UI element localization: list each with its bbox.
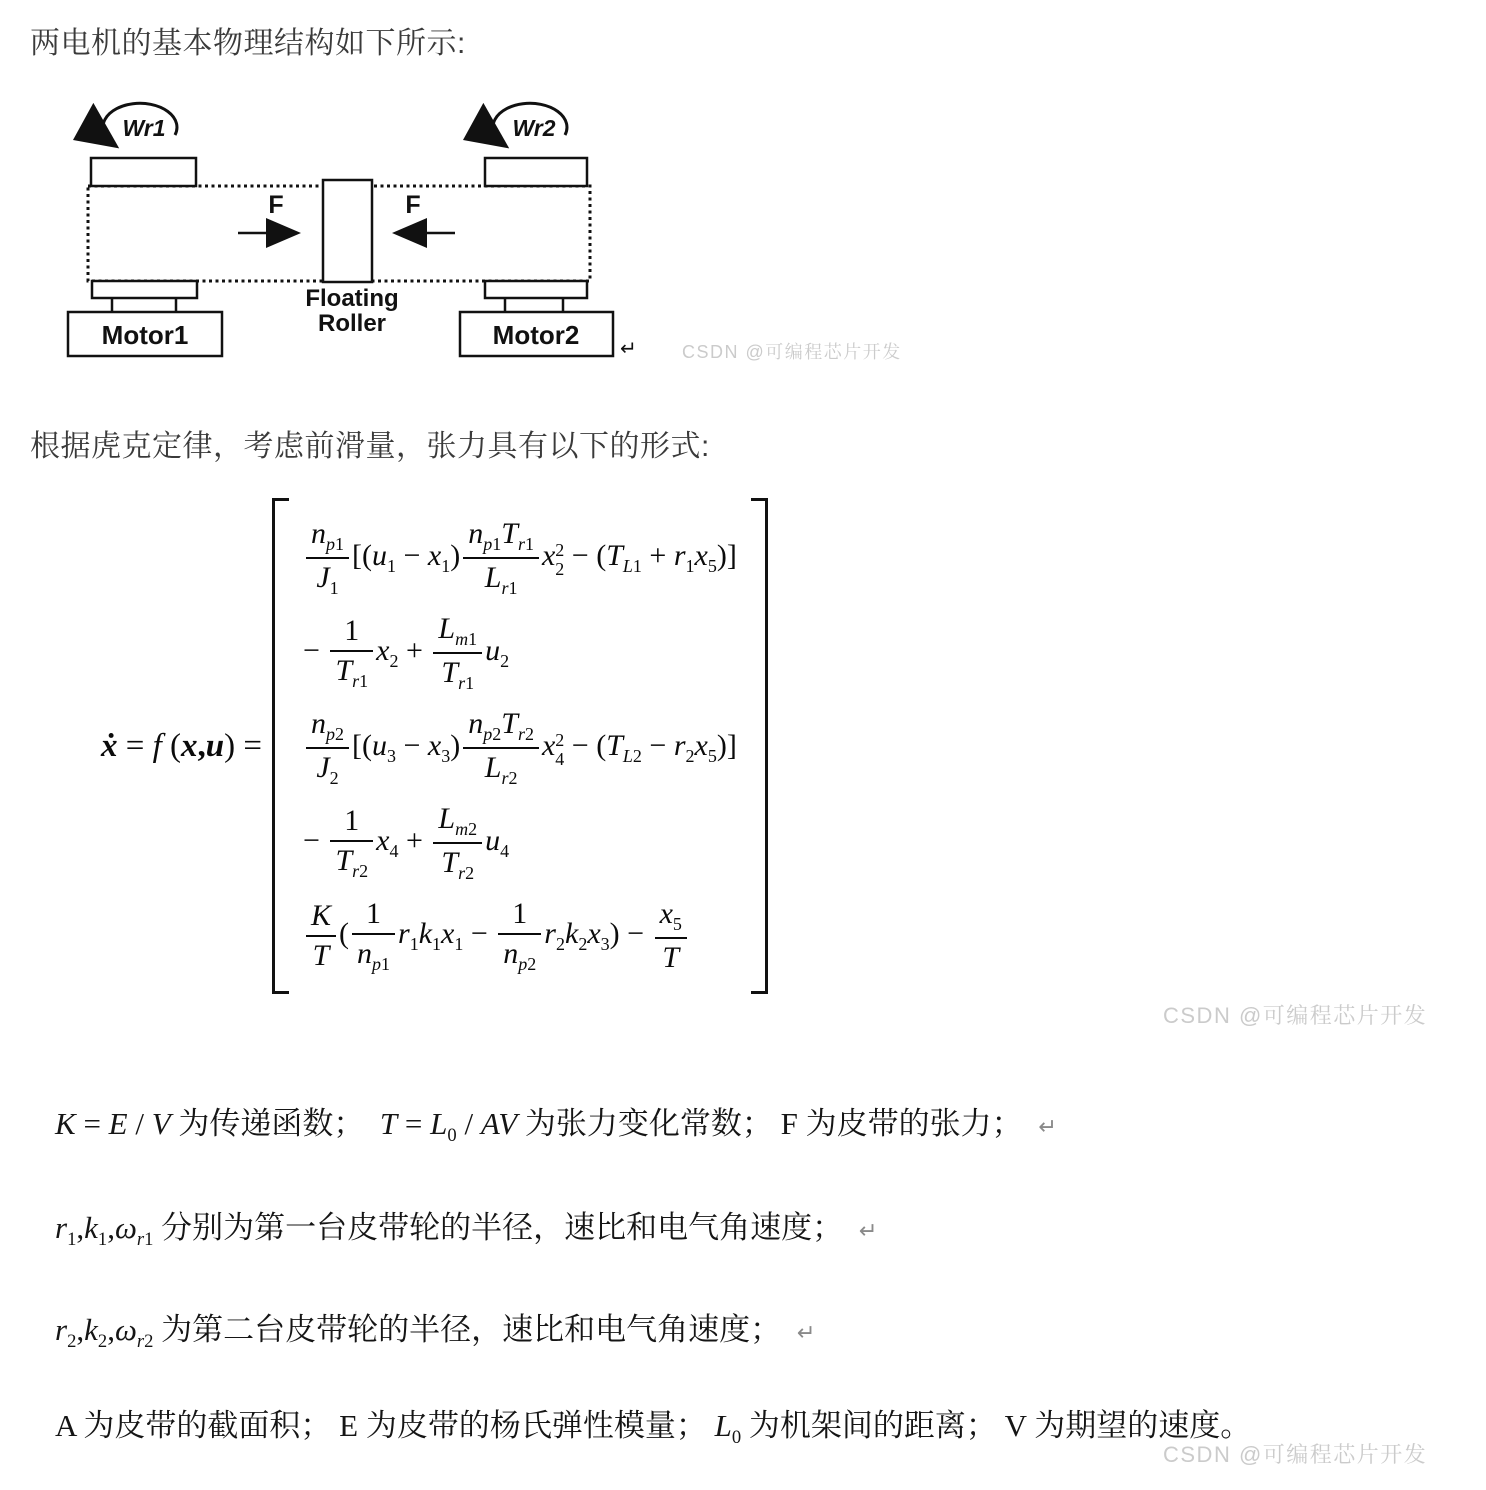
roller1-bottom (92, 281, 197, 298)
matrix-right-bracket (751, 498, 768, 994)
matrix-row-1: $\frac{n_{p1}}{J_1}$ [$(u_1 - x_1)$ $\frac{n_{p1}T_{r1}}{L_{r1}}$ x 2 2 − $(T_{L1} + r_1x_5)$] (303, 517, 737, 599)
note-transfer-constants: K = E / V 为传递函数； $T = L_0$ / AV 为张力变化常数； F 为皮带的张力； ↵ (55, 1106, 1058, 1147)
heading-hooke-law: 根据虎克定律，考虑前滑量，张力具有以下的形式: (30, 430, 710, 463)
csdn-watermark: CSDN @可编程芯片开发 (1163, 1003, 1428, 1028)
equation-matrix (272, 498, 768, 994)
csdn-watermark: CSDN @可编程芯片开发 (682, 342, 902, 362)
note-belt-params: A 为皮带的截面积； E 为皮带的杨氏弹性模量； $L_0$ 为机架间的距离； V 为期望的速度。 (55, 1408, 1252, 1449)
roller2-bottom (485, 281, 587, 298)
wr2-label: Wr2 (512, 115, 556, 141)
matrix-row-5: $\frac{K}{T}$ ( $\frac{1}{n_{p1}}$ $r_1k_1x_1$ − $\frac{1}{n_{p2}}$ $r_2k_2x_3$) − $\frac{x_5}{T}$ (303, 897, 737, 975)
motor1-label: Motor1 (101, 320, 189, 350)
equation-lhs: ẋ = f (x,u) = (101, 727, 263, 764)
floating-roller-label: Floating (305, 285, 399, 312)
matrix-row-3: $\frac{n_{p2}}{J_2}$ [$(u_3 - x_3)$ $\frac{n_{p2}T_{r2}}{L_{r2}}$ x 2 4 − $(T_{L2} - r_2x_5)$] (303, 707, 737, 789)
wr1-label: Wr1 (122, 115, 166, 141)
note-pulley-2: $r_2,k_2,\omega_{r2}$ 为第二台皮带轮的半径，速比和电气角速度； ↵ (55, 1312, 816, 1353)
roller1-top (91, 158, 196, 186)
matrix-row-2: − $\frac{1}{T_{r1}}$ $x_2$ + $\frac{L_{m1}}{T_{r1}}$ $u_2$ (303, 612, 510, 693)
matrix-left-bracket (272, 498, 289, 994)
matrix-rows (289, 498, 751, 994)
motor2-label: Motor2 (492, 320, 580, 350)
floating-roller (323, 180, 372, 282)
motor-belt-diagram (60, 95, 650, 365)
csdn-watermark: CSDN @可编程芯片开发 (1163, 1442, 1428, 1467)
state-equation (101, 498, 768, 994)
roller2-top (485, 158, 587, 186)
matrix-row-4: − $\frac{1}{T_{r2}}$ $x_4$ + $\frac{L_{m2}}{T_{r2}}$ $u_4$ (303, 802, 510, 883)
return-mark: ↵ (620, 338, 637, 360)
force-right-label: F (405, 191, 421, 219)
heading-structure: 两电机的基本物理结构如下所示: (30, 27, 466, 60)
floating-roller-label: Roller (317, 310, 387, 337)
force-left-label: F (268, 191, 284, 219)
note-pulley-1: $r_1,k_1,\omega_{r1}$ 分别为第一台皮带轮的半径，速比和电气角速度； ↵ (55, 1210, 878, 1251)
